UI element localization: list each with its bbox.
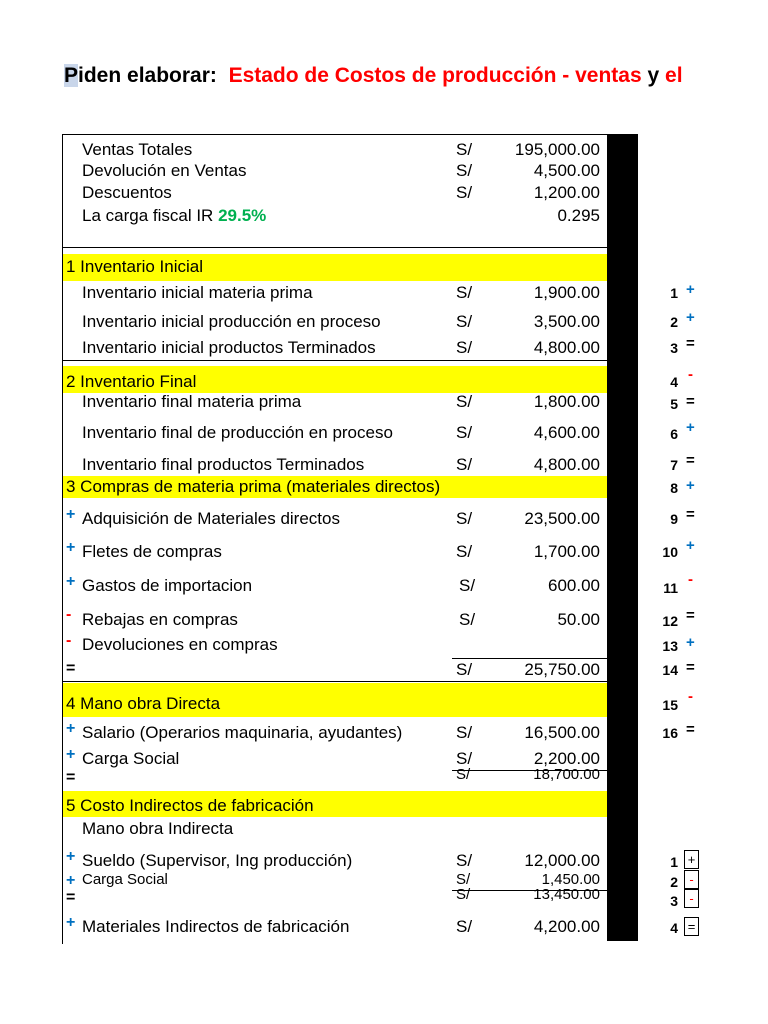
row-currency: S/ [456,338,473,357]
row-label: Gastos de importacion [82,576,253,595]
key-number: 10 [662,544,678,560]
row-amount: 3,500.00 [533,312,600,331]
divider [62,247,607,248]
header-label: Descuentos [82,183,172,202]
key-number: 8 [670,480,678,496]
key-symbol: + [686,537,695,554]
row-currency: S/ [459,610,476,629]
row-currency: S/ [456,851,473,870]
key-number: 9 [670,511,678,527]
row-currency: S/ [456,723,473,742]
row-label: Carga Social [82,871,168,888]
row-label: Inventario final materia prima [82,392,302,411]
subtotal-rule [452,658,607,659]
title-highlighted-letter: P [64,64,79,87]
section-title: 3 Compras de materia prima (materiales directos) [66,477,441,496]
row-label: Salario (Operarios maquinaria, ayudantes) [82,723,403,742]
key-number: 11 [663,580,678,596]
divider [62,681,607,682]
box-key-number: 1 [670,854,678,870]
key-symbol: + [686,634,695,651]
sign-plus: + [66,573,76,590]
header-currency: S/ [456,161,473,180]
key-symbol: - [688,366,693,383]
key-number: 4 [670,374,678,390]
key-symbol: = [686,393,695,410]
box-key-symbol: - [684,889,699,908]
sign-equals: = [66,660,76,677]
header-label: Ventas Totales [82,140,193,159]
key-number: 14 [662,662,678,678]
key-number: 16 [662,725,678,741]
title-and: y [647,64,660,87]
total-currency: S/ [456,660,473,679]
page-title [64,64,683,88]
row-amount: 4,600.00 [533,423,600,442]
row-amount: 4,800.00 [533,338,600,357]
row-amount: 1,900.00 [533,283,600,302]
sign-plus: + [66,872,76,889]
box-key-number: 2 [670,874,678,890]
row-label: Rebajas en compras [82,610,238,629]
section-title: 4 Mano obra Directa [66,694,221,713]
key-symbol: - [688,688,693,705]
key-symbol: = [686,506,695,523]
key-number: 1 [670,285,678,301]
title-red-part-1: Estado de Costos de producción - ventas [228,64,642,87]
sign-plus: + [66,746,76,763]
row-label: Sueldo (Supervisor, Ing producción) [82,851,353,870]
row-currency: S/ [456,509,473,528]
box-key-symbol: = [684,917,699,936]
row-currency: S/ [456,749,473,768]
row-currency: S/ [456,455,473,474]
row-amount: 1,700.00 [533,542,600,561]
key-symbol: + [686,419,695,436]
row-label: Carga Social [82,749,180,768]
sign-equals: = [66,889,76,906]
sign-plus: + [66,720,76,737]
sign-equals: = [66,769,76,786]
row-amount: 600.00 [548,576,600,595]
header-label: Devolución en Ventas [82,161,247,180]
row-currency: S/ [456,871,471,888]
row-amount: 4,200.00 [533,917,600,936]
row-currency: S/ [456,917,473,936]
table-top-border [62,134,607,135]
section-title: 2 Inventario Final [66,372,197,391]
row-amount: 2,200.00 [533,749,600,768]
sign-plus: + [66,506,76,523]
box-key-number: 3 [670,893,678,909]
row-amount: 12,000.00 [524,851,600,870]
row-currency: S/ [456,542,473,561]
sign-plus: + [66,914,76,931]
key-number: 2 [670,314,678,330]
row-currency: S/ [456,392,473,411]
header-amount: 195,000.00 [514,140,600,159]
row-currency: S/ [456,283,473,302]
tax-label: La carga fiscal IR [82,206,214,225]
key-number: 12 [662,613,678,629]
row-label: Inventario final productos Terminados [82,455,365,474]
row-label: Adquisición de Materiales directos [82,509,340,528]
row-label: Inventario inicial producción en proceso [82,312,381,331]
sign-minus: - [66,606,72,623]
total-currency: S/ [456,766,471,783]
row-amount: 1,800.00 [533,392,600,411]
subheading: Mano obra Indirecta [82,819,234,838]
total-currency: S/ [456,886,471,903]
key-number: 13 [662,638,678,654]
row-currency: S/ [456,423,473,442]
header-currency: S/ [456,140,473,159]
key-number: 15 [662,697,678,713]
key-symbol: + [686,309,695,326]
row-label: Materiales Indirectos de fabricación [82,917,350,936]
row-label: Devoluciones en compras [82,635,278,654]
box-key-number: 4 [670,920,678,936]
black-column-bar [607,134,638,941]
header-currency: S/ [456,183,473,202]
key-number: 5 [670,396,678,412]
key-symbol: = [686,659,695,676]
sign-plus: + [66,848,76,865]
title-red-part-2: el [665,64,683,87]
box-key-symbol: + [684,850,699,869]
row-label: Inventario final de producción en proceso [82,423,393,442]
header-label-tax [82,206,266,226]
key-symbol: = [686,335,695,352]
header-amount: 0.295 [557,206,600,225]
tax-rate: 29.5% [218,206,267,225]
key-symbol: + [686,477,695,494]
section-title: 5 Costo Indirectos de fabricación [66,796,314,815]
row-currency: S/ [459,576,476,595]
divider [62,360,607,361]
key-number: 7 [670,457,678,473]
total-amount: 13,450.00 [533,886,600,903]
row-amount: 16,500.00 [524,723,600,742]
total-amount: 18,700.00 [533,766,600,783]
key-number: 3 [670,340,678,356]
total-amount: 25,750.00 [524,660,600,679]
key-number: 6 [670,426,678,442]
row-label: Inventario inicial materia prima [82,283,313,302]
box-key-symbol: - [684,870,699,889]
key-symbol: = [686,452,695,469]
row-label: Inventario inicial productos Terminados [82,338,376,357]
key-symbol: + [686,281,695,298]
header-amount: 1,200.00 [533,183,600,202]
key-symbol: - [688,571,693,588]
row-amount: 23,500.00 [524,509,600,528]
row-currency: S/ [456,312,473,331]
title-prefix: iden elaborar: [78,64,217,87]
key-symbol: = [686,721,695,738]
row-label: Fletes de compras [82,542,222,561]
sign-plus: + [66,539,76,556]
row-amount: 1,450.00 [541,871,600,888]
header-amount: 4,500.00 [533,161,600,180]
key-symbol: = [686,607,695,624]
section-title: 1 Inventario Inicial [66,257,204,276]
row-amount: 50.00 [557,610,600,629]
sign-minus: - [66,632,72,649]
row-amount: 4,800.00 [533,455,600,474]
